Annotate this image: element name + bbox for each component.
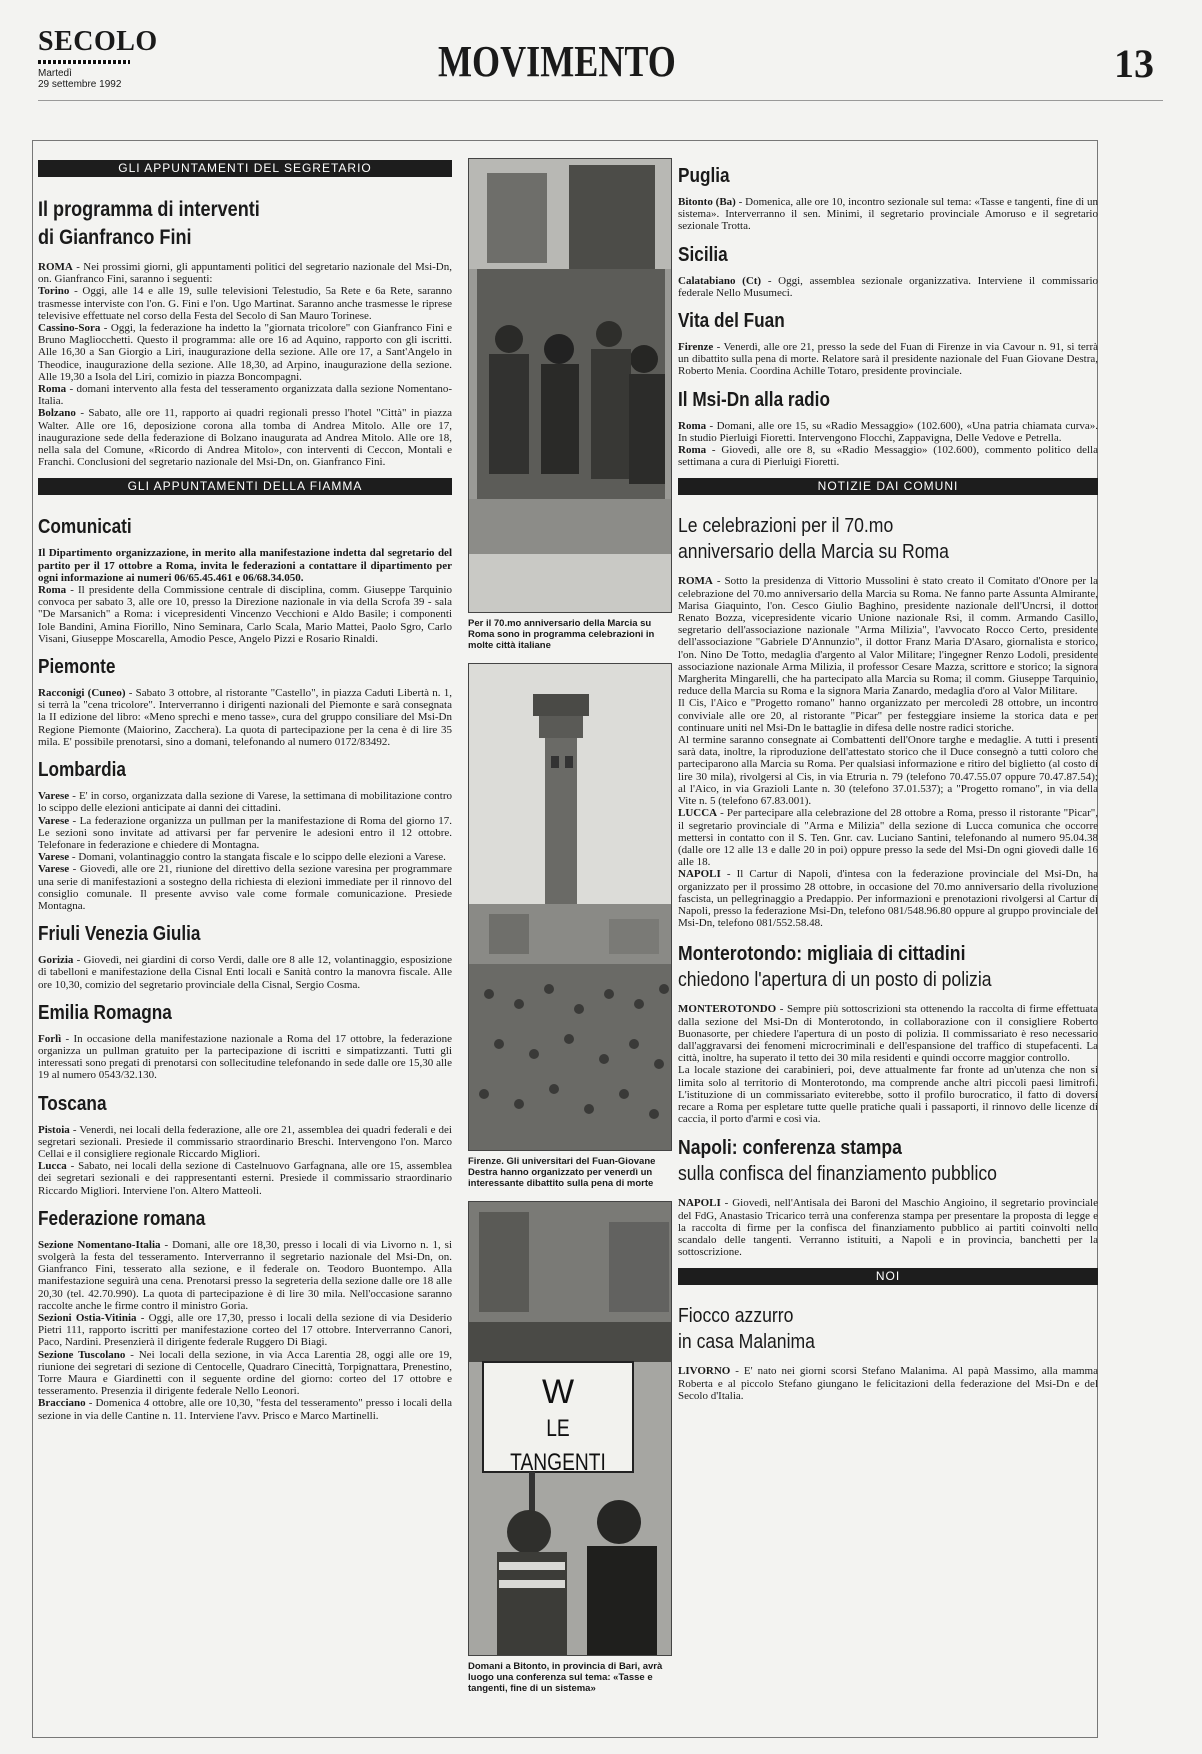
- paragraph: [38, 547, 452, 584]
- paragraph: [38, 1033, 452, 1082]
- paragraph-text: - Sabato, alle ore 11, rapporto ai quadri regionali presso l'hotel "Città" in piazza Walter. Alle ore 16, deposizione corona alla tomba di Andrea Mitolo. Alle ore 17, inaugurazione sede della federazione di Bolzano inaugurata ad Andrea Mitolo. Alle ore 18, nella sala del Comune, «Ricordo di Andrea Mitolo», con interventi di Ceccon, Montali e Franchi. Conclusioni del segretario nazionale del Msi-Dn, on. Gianfranco Fini.: [38, 407, 452, 469]
- paragraph-lead: Roma: [38, 584, 67, 597]
- paragraph: [38, 954, 452, 991]
- region-heading: Sicilia: [678, 243, 728, 266]
- paragraph-lead: Lucca: [38, 1160, 67, 1173]
- section-bar-noi: NOI: [678, 1268, 1098, 1285]
- paragraph-text: - Giovedì, nei giardini di corso Verdi, dalle ore 8 alle 12, volantinaggio, esposizione di tabelloni e manifestazione della Cisnal Enti locali e Sanità contro la manovra fiscale. Alle ore 10,30, comizio del segretario provinciale della Cisnal, Sergio Cosma.: [38, 954, 452, 991]
- region-body: [38, 954, 452, 991]
- section-bar-comuni: NOTIZIE DAI COMUNI: [678, 478, 1098, 495]
- paragraph-lead: Il Dipartimento organizzazione, in merito alla manifestazione indetta dal segretario del partito per il 17 ottobre a Roma, invita le federazioni a contattare il dipartimento per ogni informazione ai numeri 06/65.45.461 e 06/68.34.050.: [38, 547, 452, 584]
- paragraph-text: - Oggi, alle 14 e alle 19, sulle televisioni Telestudio, 5a Rete e 6a Rete, saranno trasmesse interviste con l'on. G. Fini e l'on. Ugo Martinat. Saranno anche trasmesse le riprese televisive effettuate nel corso della Festa del Secolo di San Mauro Torinese.: [38, 285, 452, 322]
- paragraph-lead: MONTEROTONDO: [678, 1003, 777, 1016]
- paragraph-lead: Torino: [38, 285, 70, 298]
- paragraph: [678, 868, 1098, 929]
- paragraph-text: - Venerdì, nei locali della federazione, alle ore 21, assemblea dei quadri federali e dei segretari sezionali. Presiede il commissario straordinario Breschi. Intervengono l'on. Marco Cellai e il consigliere regionale Riccardo Migliori.: [38, 1123, 452, 1160]
- paragraph-text: - Oggi, la federazione ha indetto la "giornata tricolore" con Gianfranco Fini e Bruno Magliocchetti. Questo il programma: alle ore 16 ad Aquino, rapporto con gli iscritti. Alle 16,30 a San Giorgio a Liri, inaugurazione della sezione. Alle ore 17, a Sant'Angelo in Theodice, inaugurazione della sezione. Alle 18,30, ad Arpino, inaugurazione della sezione. Alle 19,30 a Isola del Liri, comizio in piazza Boncompagni.: [38, 322, 452, 383]
- paragraph: [678, 341, 1098, 378]
- paragraph: [678, 1064, 1098, 1125]
- paragraph: [678, 1197, 1098, 1258]
- paragraph-text: - Domani, alle ore 18,30, presso i locali di via Livorno n. 1, si svolgerà la festa del tesseramento. Interverranno il segretario nazionale del Msi-Dn, on. Gianfranco Fini, tesserato alla sezione, e il federale on. Teodoro Buontempo. Alla manifestazione seguirà una cena. Prenotarsi presso la segreteria della sezione dalle ore 18 alle 20,30 (tel. 42.70.990). La quota di partecipazione è di lire 30 mila. Nell'occasione saranno raccolte anche le firme contro il ministro Goria.: [38, 1238, 452, 1312]
- paragraph: [678, 444, 1098, 468]
- paragraph: [678, 807, 1098, 868]
- right-top-sections: [678, 164, 1098, 468]
- paragraph-text: - Giovedì, alle ore 21, riunione del direttivo della sezione varesina per programmare una serie di manifestazioni a sostegno della richiesta di elezioni immediate per il rinnovo del consiglio comunale. Il presente avviso vale come formale comunicazione. Presiede Montagna.: [38, 863, 452, 912]
- main-headline-line1: Il programma di interventi: [38, 198, 260, 221]
- main-headline-line2: di Gianfranco Fini: [38, 226, 192, 249]
- paragraph: [678, 196, 1098, 233]
- paragraph: [38, 1349, 452, 1398]
- photo-caption-bitonto: Domani a Bitonto, in provincia di Bari, avrà luogo una conferenza sul tema: «Tasse e tangenti, fine di un sistema»: [468, 1661, 663, 1694]
- paragraph: [38, 1397, 452, 1421]
- paragraph-lead: Gorizia: [38, 954, 74, 967]
- paragraph: [678, 420, 1098, 444]
- paragraph-lead: LUCCA: [678, 807, 718, 820]
- paragraph: [38, 584, 452, 645]
- region-body: [678, 420, 1098, 469]
- paragraph-lead: Pistoia: [38, 1123, 70, 1136]
- section-title: MOVIMENTO: [438, 37, 676, 86]
- right-column: [678, 158, 1098, 1748]
- region-body: [38, 547, 452, 645]
- paragraph-lead: NAPOLI: [678, 868, 721, 881]
- region-heading: Comunicati: [38, 516, 132, 539]
- paragraph-lead: Sezione Tuscolano: [38, 1348, 126, 1361]
- region-body: [678, 341, 1098, 378]
- left-sections: [38, 515, 452, 1421]
- paragraph-lead: LIVORNO: [678, 1365, 731, 1378]
- article-monterotondo-headline-line2: chiedono l'apertura di un posto di polizia: [678, 969, 992, 992]
- paragraph-lead: Varese: [38, 863, 70, 876]
- issue-date: [38, 68, 121, 90]
- article-napoli-headline-line2: sulla confisca del finanziamento pubblico: [678, 1163, 997, 1186]
- paragraph-lead: Bolzano: [38, 407, 76, 420]
- photo-march-crowd-image: [469, 159, 672, 613]
- paragraph-lead: Varese: [38, 790, 70, 803]
- paragraph-text: - Sotto la presidenza di Vittorio Mussolini è stato creato il Comitato d'Onore per la celebrazione del 70.mo anniversario della Marcia su Roma. Ne fanno parte Assunta Almirante, Marisa Giaquinto, l'on. Cesco Giulio Baghino, presidente nazionale dell'Uncrsi, il dottor Renato Bozza, vicepresidente vicario Unione nazionale Rsi, il comm. Armando Casillo, segretario dell'associazione nazionale "Arma Milizia", l'avvocato Rocco Certo, presidente dell'associazione "Gabriele D'Annunzio", il dottor Franz Maria D'Asaro, giornalista e storico, l'on. Nino De Totto, medaglia d'argento al Valor Militare; l'ingegner Renzo Lodoli, presidente associazione nazionale Arma Milizia, il professor Cesare Mazza, scrittore e storico; la signora Margherita Mingarelli, che ha partecipato alla Marcia su Roma; il comm. Giuseppe Tarquinio, reduce della Marcia su Roma e la signora Maria Zanardo, medaglia d'oro al Valor Militare.: [678, 575, 1098, 698]
- paragraph: [38, 285, 452, 322]
- paragraph-text: - Domenica, alle ore 10, incontro sezionale sul tema: «Tasse e tangenti, fine di un sistema». Interverranno il sen. Minimi, il segretario provinciale Amoruso e il segretario sezionale Trotta.: [678, 196, 1098, 233]
- photo-march-crowd: [468, 158, 672, 613]
- paragraph-text: La locale stazione dei carabinieri, poi, deve attualmente far fronte ad un'utenza che non si limita solo al territorio di Monterotondo, ma comprende anche altri piccoli paesi limitrofi. L'istituzione di un commissariato eviterebbe, sotto il profilo burocratico, il fatto di doversi recare a Roma per espletare tutte quelle pratiche quali i passaporti, il rinnovo delle licenze di caccia, il porto d'armi e così via.: [678, 1064, 1098, 1126]
- paragraph-lead: NAPOLI: [678, 1197, 721, 1210]
- paragraph: [38, 383, 452, 407]
- region-heading: Piemonte: [38, 656, 116, 679]
- paragraph-lead: Forlì: [38, 1032, 62, 1045]
- photo-column: [468, 158, 672, 1748]
- paragraph-lead: Racconigi (Cuneo): [38, 687, 126, 700]
- paragraph: [678, 1003, 1098, 1064]
- paragraph-lead: Sezioni Ostia-Vitinia: [38, 1311, 137, 1324]
- protest-sign-line2: LE TANGENTI: [510, 1415, 606, 1476]
- paragraph: [38, 407, 452, 468]
- paragraph-text: - Il Cartur di Napoli, d'intesa con la federazione provinciale del Msi-Dn, ha organizzato per il prossimo 28 ottobre, in occasione del 70.mo anniversario della rivoluzione fascista, un pellegrinaggio a Predappio. Per informazioni e prenotazioni rivolgersi al Cartur di Napoli, presso la federazione Msi-Dn, telefono 081/548.96.80 oppure al gruppo provinciale del Msi-Dn, telefono 081/552.58.48.: [678, 868, 1098, 930]
- article-marcia-headline-line1: Le celebrazioni per il 70.mo: [678, 515, 894, 538]
- paragraph-text: - Oggi, assemblea sezionale organizzativa. Interviene il commissario federale Nello Musumeci.: [678, 274, 1098, 299]
- issue-date-text: 29 settembre 1992: [38, 79, 122, 90]
- region-body: [38, 790, 452, 912]
- paragraph-lead: Bracciano: [38, 1397, 86, 1410]
- paragraph-text: - E' in corso, organizzata dalla sezione di Varese, la settimana di mobilitazione contro lo scippo delle elezioni anticipate ai danni dei cittadini.: [38, 790, 452, 815]
- paragraph-lead: Roma: [38, 383, 67, 396]
- issue-day: Martedì: [38, 68, 72, 79]
- paragraph-text: Il Cis, l'Aico e "Progetto romano" hanno organizzato per mercoledì 28 ottobre, un incontro conviviale alle ore 20, al ristorante "Picar" per festeggiare insieme la storica data e per continuare uniti nel Msi-Dn le battaglie in difesa delle nostre radici storiche.: [678, 697, 1098, 734]
- masthead: [38, 26, 1158, 94]
- paragraph-text: - Oggi, alle ore 17,30, presso i locali della sezione di via Desiderio Pietri 111, rapporto iscritti per manifestazione corteo del 17 ottobre. Interverranno Canori, Paco, Nardini. Presenzierà il dirigente federale Ruggero Di Biagi.: [38, 1311, 452, 1349]
- region-body: [38, 1239, 452, 1422]
- paragraph-text: - Domani, alle ore 15, su «Radio Messaggio» (102.600), «Una patria chiamata curva». In studio Pierluigi Fioretti. Intervengono Flocchi, Zappavigna, Delle Vedove e Petrella.: [678, 419, 1098, 444]
- region-heading: Il Msi-Dn alla radio: [678, 388, 830, 411]
- newspaper-logo: SECOLO: [38, 26, 158, 57]
- region-body: [678, 275, 1098, 299]
- paragraph-lead: Cassino-Sora: [38, 322, 101, 335]
- paragraph: [38, 790, 452, 814]
- article-napoli-body: [678, 1197, 1098, 1258]
- paragraph-text: - Nei prossimi giorni, gli appuntamenti politici del segretario nazionale del Msi-Dn, on. Gianfranco Fini, saranno i seguenti:: [38, 261, 452, 286]
- paragraph: [38, 1160, 452, 1197]
- paragraph: [38, 1124, 452, 1161]
- paragraph: [678, 734, 1098, 807]
- article-napoli-headline-line1: [678, 1135, 1048, 1161]
- paragraph-lead: Sezione Nomentano-Italia: [38, 1238, 161, 1251]
- region-heading: Friuli Venezia Giulia: [38, 923, 201, 946]
- paragraph-text: - Il presidente della Commissione centrale di disciplina, comm. Giuseppe Tarquinio convoca per sabato 3, alle ore 10, presso la Direzione nazionale in via della Scrofa 39 - sala "De Marsanich" a Roma: i vicepresidenti Vincenzo Vecchioni e Aldo Basile; i componenti Iole Bandini, Amina Fiorillo, Nino Seminara, Carlo Scala, Mario Mattei, Paolo Sgro, Carlo Visani, Giuseppe Moscarella, Amodio Pesce, Angelo Pizzi e Rosario Rinaldi.: [38, 584, 452, 645]
- photo-bitonto-protest: [468, 1201, 672, 1656]
- paragraph: [38, 1312, 452, 1349]
- paragraph-lead: Varese: [38, 851, 70, 864]
- paragraph-lead: Roma: [678, 419, 707, 432]
- paragraph: [38, 261, 452, 285]
- photo-caption-march: Per il 70.mo anniversario della Marcia su Roma sono in programma celebrazioni in molte città italiane: [468, 618, 655, 651]
- paragraph-lead: Firenze: [678, 341, 714, 354]
- paragraph-text: - Domenica 4 ottobre, alle ore 10,30, "festa del tesseramento" presso i locali della sezione in via delle Cantine n. 11. Interviene l'avv. Prisco e Marco Martinelli.: [38, 1397, 452, 1422]
- article-fiocco-body: [678, 1365, 1098, 1402]
- section-bar-fiamma: GLI APPUNTAMENTI DELLA FIAMMA: [38, 478, 452, 495]
- paragraph-lead: Bitonto (Ba): [678, 196, 736, 208]
- paragraph-text: - Nei locali della sezione, in via Acca Larentia 28, oggi alle ore 19, riunione dei segretari di sezione di Centocelle, Quadraro Cinecittà, Torpignattara, Prenestino, Torre Maura e Giardinetti con il seguente ordine del giorno: corteo del 17 ottobre e tesseramento. Presenzia il dirigente federale Nello Leonori.: [38, 1348, 452, 1398]
- paragraph: [38, 863, 452, 912]
- protest-sign: [483, 1362, 633, 1476]
- logo-bar: [38, 60, 130, 64]
- paragraph: [678, 575, 1098, 697]
- paragraph-text: - La federazione organizza un pullman per la manifestazione di Roma del giorno 17. Le sezioni sono invitate ad attivarsi per far pervenire le adesioni entro il 12 ottobre. Telefonare in federazione e chiedere di Montagna.: [38, 814, 452, 851]
- paragraph: [38, 851, 452, 863]
- paragraph-text: - E' nato nei giorni scorsi Stefano Malanima. Al papà Massimo, alla mamma Roberta e al piccolo Stefano giungano le felicitazioni della federazione del Msi-Dn e del Secolo d'Italia.: [678, 1365, 1098, 1402]
- region-body: [38, 1124, 452, 1197]
- article-fiocco-headline-line2: in casa Malanima: [678, 1331, 815, 1354]
- paragraph-text: - Domani, volantinaggio contro la stangata fiscale e lo scippo delle elezioni a Varese.: [69, 851, 446, 864]
- paragraph-text: - In occasione della manifestazione nazionale a Roma del 17 ottobre, la federazione organizza un pullman gratuito per la partecipazione di iscritti e simpatizzanti. Tutti gli interessati sono pregati di prenotarsi con sollecitudine telefonando in sede dalle ore 15,30 alle 19 al numero 0543/32.130.: [38, 1032, 452, 1082]
- paragraph: [678, 1365, 1098, 1402]
- paragraph-text: Al termine saranno consegnate ai Combattenti dell'Onore targhe e medaglie. A tutti i presenti sarà data, inoltre, la riproduzione dell'attestato storico che il Duce consegnò a tutti coloro che parteciparono alla Marcia su Roma. Per qualsiasi informazione e ritiro del biglietto (al costo di lire 30 mila), rivolgersi al Cis, in via Etruria n. 79 (telefono 70.47.55.07 oppure 70.47.87.54); al l'Aico, in via Grazioli Lante n. 30 (telefono 37.01.537); a "Progetto romano", in via della Vite n. 5 (telefono 67.83.001).: [678, 734, 1098, 808]
- main-article-body: [38, 261, 452, 468]
- protest-sign-line1: W: [541, 1373, 575, 1411]
- paragraph-text: - Venerdì, alle ore 21, presso la sede del Fuan di Firenze in via Cavour n. 91, si terrà un dibattito sulla pena di morte. Relatore sarà il presidente nazionale del Fuan Giovane Destra, Roberto Menia. Coordina Achille Totaro, presidente provinciale.: [678, 341, 1098, 378]
- paragraph: [38, 815, 452, 852]
- article-monterotondo-headline-line1: [678, 941, 1048, 967]
- paragraph-lead: Calatabiano (Ct): [678, 274, 762, 287]
- section-bar-segretario: GLI APPUNTAMENTI DEL SEGRETARIO: [38, 160, 452, 177]
- article-marcia-headline-line2: anniversario della Marcia su Roma: [678, 541, 949, 564]
- region-body: [38, 1033, 452, 1082]
- region-heading: Emilia Romagna: [38, 1001, 172, 1024]
- left-column: [38, 158, 452, 1748]
- region-heading: Vita del Fuan: [678, 310, 785, 333]
- region-heading: Lombardia: [38, 759, 126, 782]
- paragraph-text: - Per partecipare alla celebrazione del 28 ottobre a Roma, presso il ristorante "Picar", il segretario provinciale di "Arma e Milizia" della sezione di Lucca comunica che occorre mettersi in contatto con il S. Ten. Gnr. cav. Luciano Santini, telefonando al numero 95.04.38 (dalle ore 12 alle 13 e dalle 20 in poi) oppure presso la sede del Msi-Dn ogni giovedì dalle 16 alle 18.: [678, 807, 1098, 869]
- article-napoli-headline-line1-text: Napoli: conferenza stampa: [678, 1137, 902, 1160]
- photo-florence: [468, 663, 672, 1151]
- paragraph: [678, 697, 1098, 734]
- article-fiocco-headline-line1: Fiocco azzurro: [678, 1305, 794, 1328]
- masthead-rule: [38, 100, 1163, 101]
- paragraph-lead: ROMA: [38, 261, 73, 273]
- paragraph: [678, 275, 1098, 299]
- paragraph: [38, 1239, 452, 1312]
- region-body: [38, 687, 452, 748]
- photo-caption-florence: Firenze. Gli universitari del Fuan-Giovane Destra hanno organizzato per venerdì un interessante dibattito sulla pena di morte: [468, 1156, 656, 1189]
- region-heading: Federazione romana: [38, 1207, 206, 1230]
- paragraph: [38, 322, 452, 383]
- region-heading: Puglia: [678, 165, 730, 187]
- paragraph: [38, 687, 452, 748]
- paragraph-text: - Giovedì, nell'Antisala dei Baroni del Maschio Angioino, il segretario provinciale del FdG, Anastasio Tricarico terrà una conferenza stampa per presentare la proposta di legge e la raccolta di firme per la confisca del finanziamento pubblico ai partiti coinvolti nello scandalo delle tangenti. Verranno istituiti, a Napoli e in provincia, banchetti per la sottoscrizione.: [678, 1197, 1098, 1259]
- paragraph-text: - Giovedì, alle ore 8, su «Radio Messaggio» (102.600), commento politico della settimana a cura di Pierluigi Fioretti.: [678, 444, 1098, 469]
- paragraph-lead: ROMA: [678, 575, 713, 588]
- region-heading: Toscana: [38, 1092, 107, 1115]
- region-body: [678, 196, 1098, 233]
- paragraph-lead: Roma: [678, 444, 707, 457]
- article-monterotondo-body: [678, 1003, 1098, 1125]
- paragraph-text: - Sabato 3 ottobre, al ristorante "Castello", in piazza Caduti Libertà n. 1, si terrà la "cena tricolore". Interverranno i dirigenti nazionali del Piemonte e sarà consegnata la II edizione del libro: «Meno sprechi e meno tasse», cura del gruppo consiliare del Msi-Dn Regione Piemonte (Maiorino, Zacchera). La quota di partecipazione per la cena è di lire 35 mila. E' possibile prenotarsi, sino a domani, telefonando al numero 0172/83492.: [38, 687, 452, 748]
- paragraph-text: - Sabato, nei locali della sezione di Castelnuovo Garfagnana, alle ore 15, assemblea dei segretari sezionali e dei rappresentanti esterni. Presiede il commissario straordinario Riccardo Migliori. Interviene l'on. Altero Matteoli.: [38, 1160, 452, 1197]
- article-marcia-body: [678, 575, 1098, 929]
- photo-florence-image: [469, 664, 672, 1151]
- paragraph-text: - Sempre più sottoscrizioni sta ottenendo la raccolta di firme effettuata dalla sezione del Msi-Dn di Monterotondo, in collaborazione con il consigliere Roberto Buonasorte, per chiedere l'apertura di un posto di polizia. Il commissariato è reso necessario dall'aggravarsi dei fenomeni microcriminali e dell'espansione del traffico di stupefacenti. La città, inoltre, ha superato il tetto dei 30 mila residenti e quindi occorre maggior controllo.: [678, 1003, 1098, 1065]
- page-number: 13: [1114, 41, 1154, 86]
- article-monterotondo-headline-line1-text: Monterotondo: migliaia di cittadini: [678, 943, 966, 966]
- paragraph-lead: Varese: [38, 814, 70, 827]
- paragraph-text: - domani intervento alla festa del tesseramento organizzata dalla sezione Nomentano-Italia.: [38, 383, 452, 408]
